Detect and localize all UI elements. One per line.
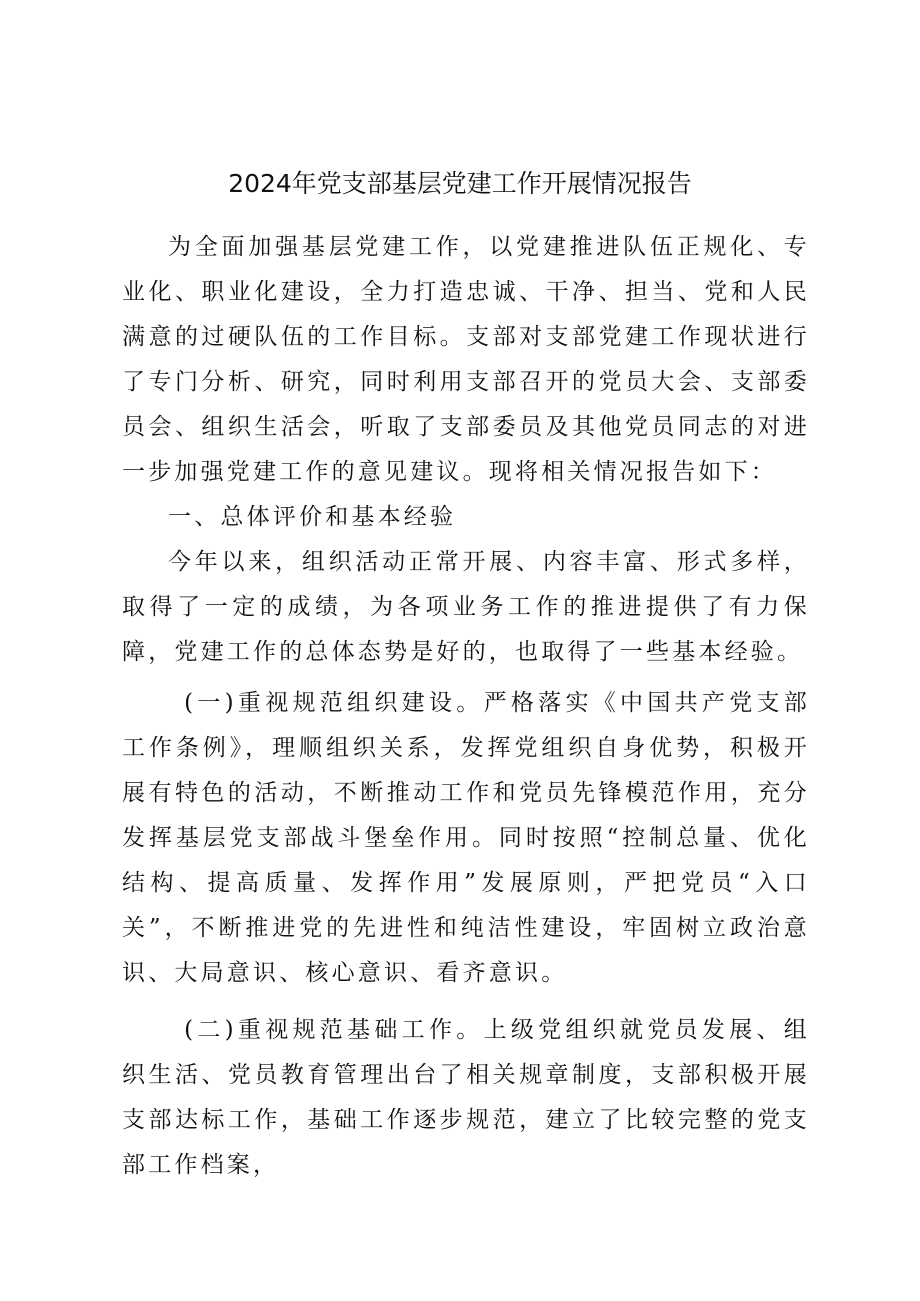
document-title: 2024年党支部基层党建工作开展情况报告 xyxy=(228,169,692,198)
intro-paragraph: 为全面加强基层党建工作，以党建推进队伍正规化、专业化、职业化建设，全力打造忠诚、干净、担当、党和人民满意的过硬队伍的工作目标。支部对支部党建工作现状进行了专门分析、研究，同时利用支部召开的党员大会、支部委员会、组织生活会，听取了支部委员及其他党员同志的对进一步加强党建工作的意见建议。现将相关情况报告如下： xyxy=(122,234,810,485)
section-heading-overall-evaluation: 一、总体评价和基本经验 xyxy=(168,504,457,530)
document-body xyxy=(122,225,810,1188)
section-paragraph-overall-evaluation: 今年以来，组织活动正常开展、内容丰富、形式多样，取得了一定的成绩，为各项业务工作的推进提供了有力保障，党建工作的总体态势是好的，也取得了一些基本经验。 xyxy=(122,549,810,665)
subsection-basic-work: (二)重视规范基础工作。上级党组织就党员发展、组织生活、党员教育管理出台了相关规章制度，支部积极开展支部达标工作，基础工作逐步规范，建立了比较完整的党支部工作档案， xyxy=(122,1017,810,1178)
subsection-organization-building: (一)重视规范组织建设。严格落实《中国共产党支部工作条例》，理顺组织关系，发挥党组织自身优势，积极开展有特色的活动，不断推动工作和党员先锋模范作用，充分发挥基层党支部战斗堡垒作用。同时按照“控制总量、优化结构、提高质量、发挥作用”发展原则，严把党员“入口关”，不断推进党的先进性和纯洁性建设，牢固树立政治意识、大局意识、核心意识、看齐意识。 xyxy=(122,690,810,986)
